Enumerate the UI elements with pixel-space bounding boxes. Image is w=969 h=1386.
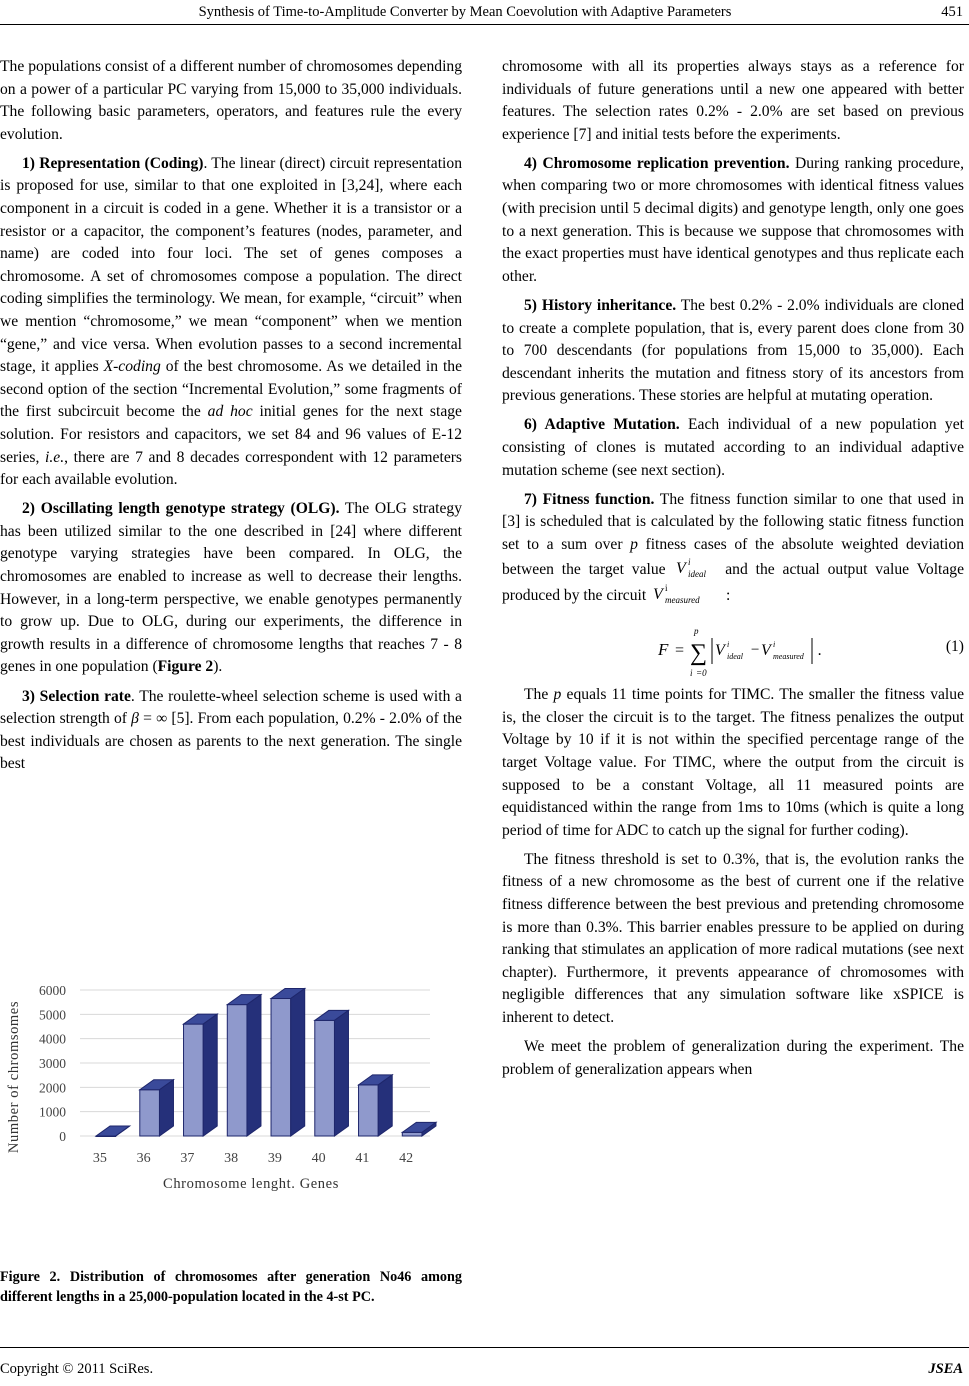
paragraph-history: 5) History inheritance. The best 0.2% - 2.0% individuals are cloned to create a complete population, that is, every parent does clone from 30 to 700 descendants (for populations from 15,000 to 35,000). Each descendant inherits the mutation and fitness story of its ancestors from previous generations. These stories are helpful at mutating operation. xyxy=(502,296,964,405)
y-tick-label: 3000 xyxy=(39,1056,66,1071)
header-rule xyxy=(0,24,969,25)
footer-rule xyxy=(0,1347,969,1348)
bar-39 xyxy=(271,989,305,1136)
svg-text:p: p xyxy=(694,626,699,637)
heading-selection: 3) Selection rate xyxy=(22,687,131,705)
bar-40 xyxy=(315,1010,349,1136)
svg-text:ideal: ideal xyxy=(688,569,707,580)
bar-37 xyxy=(184,1014,218,1136)
paragraph-olg: 2) Oscillating length genotype strategy (OLG). The OLG strategy has been utilized similar to the one described in [24] where different genotype varying strategies have been compared. In OLG, the chromosomes are enabled to increase as well to decrease their lengths. However, in a long-term perspective, we enable genotypes permanently to grow up. Due to OLG, during our experiments, the difference in growth results in a difference of chromosome lengths that reaches 7 - 8 genes in one population (Figure 2). xyxy=(0,500,462,676)
y-axis-label: Number of chromsomes xyxy=(6,1000,22,1154)
v-measured-symbol xyxy=(650,582,722,606)
svg-text:i: i xyxy=(690,668,693,679)
x-tick-label: 40 xyxy=(311,1151,326,1166)
paragraph-timepoints: The p equals 11 time points for TIMC. The smaller the fitness value is, the closer the circuit is to the target. The fitness penalizes the output Voltage by 10 if it is not within the specified percentage range of the target Voltage value. For TIMC, where the output from the circuit is supposed to be a constant Voltage, all 11 measured points are equidistanced within the range from 1ms to 10ms (which is quite a long period of time for ADC to catch up the signal for further coding). xyxy=(502,686,964,839)
figure-caption: Figure 2. Distribution of chromosomes after generation No46 among different lengths in a 25,000-population located in the 4-st PC. xyxy=(0,1269,462,1305)
x-axis-label: Chromosome lenght. Genes xyxy=(163,1176,339,1192)
x-tick-label: 39 xyxy=(267,1151,282,1166)
x-tick-label: 35 xyxy=(92,1151,107,1166)
svg-text:F: F xyxy=(658,640,669,660)
bar-38 xyxy=(227,995,261,1136)
y-tick-label: 2000 xyxy=(39,1080,66,1096)
svg-text:measured: measured xyxy=(773,652,804,662)
paragraph-intro: The populations consist of a different number of chromosomes depending on a power of a particular PC varying from 15,000 to 35,000 individuals. The following basic parameters, operators, and features rule the every evolution. xyxy=(0,58,462,143)
page-number: 451 xyxy=(941,4,963,20)
svg-text:.: . xyxy=(818,642,822,660)
paragraph-mutation: 6) Adaptive Mutation. Each individual of a new population yet consisting of clones is mutated according to an individual adaptive mutation scheme (see next section). xyxy=(502,416,964,479)
y-tick-label: 0 xyxy=(59,1129,66,1144)
paragraph-generalization: We meet the problem of generalization during the experiment. The problem of generalization appears when xyxy=(502,1038,964,1078)
equation-1 xyxy=(502,614,964,678)
svg-text:i: i xyxy=(665,583,668,594)
svg-text:=: = xyxy=(674,642,685,660)
y-tick-label: 5000 xyxy=(39,1007,66,1023)
paragraph-continued: chromosome with all its properties always stays as a reference for individuals of future generations until a new one appeared with better features. The selection rates 0.2% - 2.0% are set based on previous experience [7] and initial tests before the experiments. xyxy=(502,58,964,143)
x-tick-label: 38 xyxy=(224,1151,239,1166)
y-tick-label: 4000 xyxy=(39,1031,66,1047)
svg-text:ideal: ideal xyxy=(727,652,743,662)
paragraph-replication: 4) Chromosome replication prevention. During ranking procedure, when comparing two or more chromosomes with identical fitness values (with precision until 5 decimal digits) and genotype length, only one goes to a next generation. This is because we suppose that chromosomes with the exact properties must have identical genotypes and thus replicate each other. xyxy=(502,154,964,285)
paragraph-fitness: 7) Fitness function. The fitness function similar to one that used in [3] is scheduled that is calculated by the following static fitness function set to a sum over p fitness cases of the absolute weighted deviation between the target value V i ideal and the actual output value Voltage produced by the circuit V i measured : xyxy=(502,490,965,606)
right-column xyxy=(502,56,964,1088)
paragraph-threshold: The fitness threshold is set to 0.3%, that is, the evolution ranks the fitness of a new chromosome as the best of current one if the relative fitness difference between the best previous and pretending chromosome is more than 0.3%. This barrier enables pressure to be applied on during ranking that stimulates an application of more radical mutations (see next chapter). Furthermore, it prevents appearance of chromosomes with negligible differences that any simulation software like xSPICE is inherent to detect. xyxy=(502,850,964,1026)
svg-text:V: V xyxy=(653,586,663,604)
running-title: Synthesis of Time-to-Amplitude Converter by Mean Coevolution with Adaptive Parameters xyxy=(198,4,732,20)
svg-text:i: i xyxy=(727,640,730,650)
page-footer xyxy=(0,1347,969,1377)
y-tick-label: 1000 xyxy=(39,1104,66,1120)
bar-41 xyxy=(359,1075,393,1136)
heading-representation: 1) Representation (Coding) xyxy=(22,154,204,172)
heading-fitness: 7) Fitness function. xyxy=(524,490,655,508)
paragraph-representation: 1) Representation (Coding). The linear (direct) circuit representation is proposed for use, similar to that one exploited in [3,24], where each component in a circuit is coded in a gene. Whether it is a transistor or a resistor or a capacitor, the component’s features (nodes, parameter, and name) are coded into four loci. The set of genes composes a chromosome. A set of chromosomes compose a population. The direct coding simplifies the terminology. We mean, for example, “circuit” when we mention “chromosome,” we mean “component” when we mention “gene,” and vice versa. When evolution passes to a second incremental stage, it applies X-coding of the best chromosome. As we detailed in the second option of the section “Incremental Evolution,” some fragments of the first subcircuit become the ad hoc initial genes for the next stage solution. For resistors and capacitors, we set 84 and 96 values of E-12 series, i.e., there are 7 and 8 decades correspondent with 12 parameters for each available evolution. xyxy=(0,154,462,489)
bar-36 xyxy=(140,1080,174,1136)
svg-text:i: i xyxy=(688,557,691,568)
figure-reference: Figure 2 xyxy=(157,658,214,676)
bar-42 xyxy=(402,1122,436,1136)
heading-mutation: 6) Adaptive Mutation. xyxy=(524,416,680,434)
svg-text:∑: ∑ xyxy=(690,640,708,667)
equation-number: (1) xyxy=(945,638,964,656)
bar-35 xyxy=(96,1126,130,1137)
heading-history: 5) History inheritance. xyxy=(524,296,677,314)
left-column xyxy=(0,56,462,782)
svg-text:measured: measured xyxy=(665,595,700,606)
copyright: Copyright © 2011 SciRes. xyxy=(0,1361,154,1377)
svg-text:i: i xyxy=(773,640,776,650)
x-tick-label: 36 xyxy=(136,1151,151,1166)
journal-name: JSEA xyxy=(928,1361,963,1377)
running-header xyxy=(0,2,969,26)
svg-text:V: V xyxy=(715,642,725,660)
heading-olg: 2) Oscillating length genotype strategy (OLG). xyxy=(22,500,340,518)
chromosome-distribution-chart xyxy=(0,974,462,1274)
heading-replication: 4) Chromosome replication prevention. xyxy=(524,154,790,172)
v-ideal-symbol xyxy=(673,556,717,580)
svg-text:V: V xyxy=(761,642,771,660)
x-tick-label: 41 xyxy=(355,1151,370,1166)
paragraph-selection: 3) Selection rate. The roulette-wheel selection scheme is used with a selection strength of β = ∞ [5]. From each population, 0.2% - 2.0% of the best individuals are chosen as parents to the next generation. The single best xyxy=(0,687,462,773)
svg-text:V: V xyxy=(676,560,687,578)
x-tick-label: 37 xyxy=(180,1151,195,1166)
svg-text:−: − xyxy=(750,642,761,659)
svg-text:=0: =0 xyxy=(696,668,707,679)
x-tick-label: 42 xyxy=(399,1151,414,1166)
fitness-formula xyxy=(652,622,832,680)
y-tick-label: 6000 xyxy=(39,983,66,998)
figure-2 xyxy=(0,974,462,1274)
